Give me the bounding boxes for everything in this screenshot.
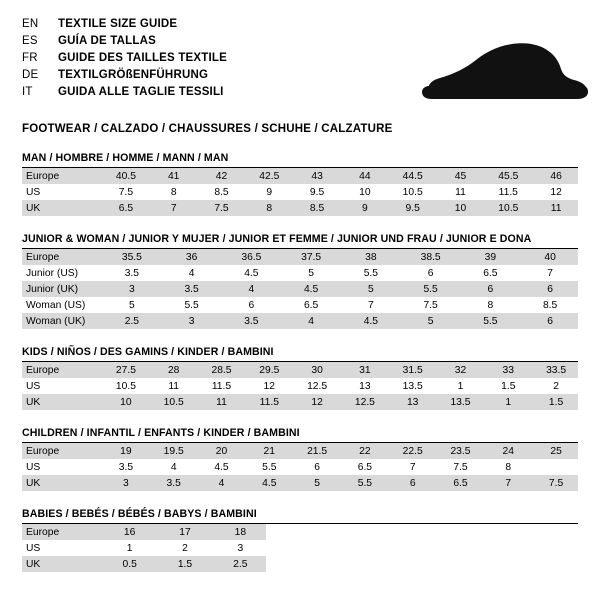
cell: 4.5 [243, 475, 291, 491]
cell: 10 [359, 186, 371, 198]
cell: 38.5 [399, 249, 459, 265]
table-row [22, 394, 578, 410]
cell: 4 [188, 267, 195, 279]
cell: 7.5 [423, 299, 438, 311]
cell: 3.5 [148, 475, 196, 491]
row-label: Junior (US) [26, 267, 79, 279]
cell: 19.5 [148, 443, 196, 459]
cell: 12.5 [307, 380, 328, 392]
cell: 20 [196, 443, 244, 459]
cell: 28 [148, 362, 196, 378]
cell: 7.5 [530, 475, 578, 491]
table-row [22, 200, 578, 216]
dress-shoe-icon [414, 40, 590, 106]
cell: 8 [487, 299, 494, 311]
cell: 10.5 [148, 394, 196, 410]
table-row [22, 281, 578, 297]
cell: 7 [409, 461, 416, 473]
cell: 41 [148, 168, 196, 184]
cell: 3 [237, 542, 244, 554]
cell: 4.5 [279, 281, 339, 297]
row-label: Junior (UK) [22, 281, 100, 297]
size-block-junior-woman [22, 233, 578, 329]
cell: 45 [435, 168, 483, 184]
cell: 10 [435, 200, 483, 216]
cell: 17 [155, 524, 210, 540]
cell: 1.5 [501, 380, 516, 392]
cell: 6 [518, 313, 578, 329]
cell: 12 [550, 186, 562, 198]
cell: 6 [518, 281, 578, 297]
cell: 7.5 [196, 200, 244, 216]
cell: 44 [339, 168, 387, 184]
cell: 1.5 [155, 556, 210, 572]
cell: 44.5 [387, 168, 435, 184]
size-table-children [22, 443, 578, 491]
cell: 10.5 [115, 380, 136, 392]
cell: 21.5 [291, 443, 339, 459]
block-title: JUNIOR & WOMAN / JUNIOR Y MUJER / JUNIOR ET FEMME / JUNIOR UND FRAU / JUNIOR E DONA [22, 233, 532, 245]
cell: 12 [291, 394, 339, 410]
cell: 4 [279, 313, 339, 329]
cell: 22.5 [387, 443, 435, 459]
language-row [22, 35, 227, 52]
cell-spacer [266, 556, 578, 572]
cell: 11.5 [211, 380, 232, 392]
cell: 45.5 [482, 168, 530, 184]
cell: 9 [266, 186, 273, 198]
cell: 3 [100, 475, 148, 491]
table-row [22, 297, 578, 313]
cell: 33 [482, 362, 530, 378]
cell: 6 [314, 461, 320, 473]
row-label: UK [22, 394, 100, 410]
language-title: GUÍA DE TALLAS [58, 35, 156, 47]
cell: 2.5 [100, 313, 160, 329]
page-header [22, 18, 578, 110]
cell: 11.5 [498, 186, 518, 198]
table-row [22, 249, 578, 265]
cell: 5 [399, 313, 459, 329]
row-label: US [26, 186, 41, 198]
size-table-junior-woman [22, 249, 578, 329]
cell: 21 [243, 443, 291, 459]
cell: 10.5 [482, 200, 530, 216]
table-row [22, 540, 578, 556]
cell: 8.5 [542, 299, 558, 311]
cell: 23.5 [435, 443, 483, 459]
cell: 3.5 [124, 267, 140, 279]
row-label: UK [22, 556, 100, 572]
cell: 4 [196, 475, 244, 491]
row-label: UK [22, 475, 100, 491]
table-row [22, 378, 578, 394]
cell: 38 [339, 249, 399, 265]
cell: 46 [530, 168, 578, 184]
cell: 13.5 [435, 394, 483, 410]
cell: 12 [263, 380, 276, 392]
language-row [22, 18, 227, 35]
cell: 18 [211, 524, 266, 540]
table-row [22, 475, 578, 491]
cell: 9 [339, 200, 387, 216]
cell: 5.5 [184, 299, 199, 311]
cell: 7.5 [453, 461, 468, 473]
cell: 30 [291, 362, 339, 378]
cell: 0.5 [100, 556, 155, 572]
cell: 6.5 [483, 267, 498, 279]
row-label: Woman (UK) [22, 313, 100, 329]
cell: 40.5 [100, 168, 148, 184]
language-code: DE [22, 69, 39, 81]
cell: 39 [459, 249, 519, 265]
cell: 5 [291, 475, 339, 491]
cell: 9.5 [309, 186, 325, 198]
cell: 36 [160, 249, 220, 265]
footwear-section-title: FOOTWEAR / CALZADO / CHAUSSURES / SCHUHE / CALZATURE [22, 123, 393, 135]
size-table-babies [22, 524, 578, 572]
cell: 11 [196, 394, 244, 410]
cell: 4.5 [339, 313, 399, 329]
cell: 13.5 [402, 380, 423, 392]
cell: 6.5 [100, 200, 148, 216]
cell: 3 [100, 281, 160, 297]
cell: 5 [129, 299, 135, 311]
cell: 13 [387, 394, 435, 410]
cell: 4 [220, 281, 280, 297]
cell: 5.5 [459, 313, 519, 329]
block-title: CHILDREN / INFANTIL / ENFANTS / KINDER / BAMBINI [22, 427, 300, 439]
language-code: IT [22, 86, 33, 98]
cell: 33.5 [530, 362, 578, 378]
cell-spacer [266, 540, 578, 556]
table-row [22, 184, 578, 200]
cell: 8.5 [214, 186, 229, 198]
cell: 9.5 [387, 200, 435, 216]
cell: 11 [530, 200, 578, 216]
cell: 7 [368, 299, 374, 311]
language-title: GUIDE DES TAILLES TEXTILE [58, 52, 227, 64]
cell: 11 [168, 380, 180, 392]
cell: 6 [427, 267, 434, 279]
row-label: Europe [22, 443, 100, 459]
table-row [22, 168, 578, 184]
table-row [22, 362, 578, 378]
cell: 22 [339, 443, 387, 459]
size-block-babies [22, 508, 578, 572]
cell: 7 [148, 200, 196, 216]
cell: 7.5 [118, 186, 134, 198]
cell [530, 459, 578, 475]
cell: 6 [248, 299, 255, 311]
cell: 3.5 [160, 281, 220, 297]
language-title: GUIDA ALLE TAGLIE TESSILI [58, 86, 224, 98]
cell: 1.5 [530, 394, 578, 410]
block-title: BABIES / BEBÉS / BÉBÉS / BABYS / BAMBINI [22, 508, 257, 520]
cell: 35.5 [100, 249, 160, 265]
cell: 8 [505, 461, 512, 473]
cell: 2 [553, 380, 559, 392]
cell: 5.5 [363, 267, 379, 279]
cell: 6 [459, 281, 519, 297]
table-row [22, 265, 578, 281]
cell: 8.5 [291, 200, 339, 216]
cell: 6.5 [357, 461, 373, 473]
cell: 5 [339, 281, 399, 297]
cell: 8 [243, 200, 291, 216]
language-row [22, 86, 227, 103]
language-row [22, 52, 227, 69]
cell: 7 [547, 267, 553, 279]
cell: 28.5 [196, 362, 244, 378]
table-row [22, 313, 578, 329]
cell: 4.5 [214, 461, 229, 473]
language-code: EN [22, 18, 39, 30]
cell: 1 [457, 380, 464, 392]
cell: 37.5 [279, 249, 339, 265]
size-block-children [22, 427, 578, 491]
table-row [22, 443, 578, 459]
cell: 3.5 [118, 461, 134, 473]
row-label: US [26, 380, 41, 392]
cell: 5 [308, 267, 314, 279]
cell: 42.5 [243, 168, 291, 184]
block-title: KIDS / NIÑOS / DES GAMINS / KINDER / BAMBINI [22, 346, 274, 358]
cell: 31 [339, 362, 387, 378]
cell: 5.5 [399, 281, 459, 297]
cell: 3.5 [220, 313, 280, 329]
language-code: ES [22, 35, 38, 47]
cell-spacer [266, 524, 578, 540]
table-row [22, 459, 578, 475]
row-label: Europe [22, 524, 100, 540]
row-label: US [26, 542, 41, 554]
cell: 40 [518, 249, 578, 265]
cell: 12.5 [339, 394, 387, 410]
language-title-list [22, 18, 227, 103]
row-label: Europe [22, 168, 100, 184]
cell: 36.5 [220, 249, 280, 265]
cell: 32 [435, 362, 483, 378]
cell: 11.5 [243, 394, 291, 410]
row-label: UK [22, 200, 100, 216]
cell: 10.5 [402, 186, 423, 198]
cell: 5.5 [262, 461, 277, 473]
size-table-man [22, 168, 578, 216]
language-row [22, 69, 227, 86]
cell: 19 [100, 443, 148, 459]
cell: 6 [387, 475, 435, 491]
cell: 2.5 [211, 556, 266, 572]
cell: 25 [530, 443, 578, 459]
language-title: TEXTILGRÖßENFÜHRUNG [58, 69, 209, 81]
row-label: Europe [22, 249, 100, 265]
cell: 7 [482, 475, 530, 491]
cell: 13 [359, 380, 371, 392]
cell: 42 [196, 168, 244, 184]
block-title: MAN / HOMBRE / HOMME / MANN / MAN [22, 152, 229, 164]
row-label: US [26, 461, 41, 473]
cell: 8 [170, 186, 177, 198]
language-title: TEXTILE SIZE GUIDE [58, 18, 178, 30]
cell: 4.5 [244, 267, 259, 279]
cell: 16 [100, 524, 155, 540]
cell: 31.5 [387, 362, 435, 378]
language-code: FR [22, 52, 38, 64]
cell: 5.5 [339, 475, 387, 491]
cell: 6.5 [303, 299, 319, 311]
cell: 29.5 [243, 362, 291, 378]
table-row [22, 524, 578, 540]
cell: 6.5 [435, 475, 483, 491]
row-label: Woman (US) [26, 299, 86, 311]
size-table-kids [22, 362, 578, 410]
row-label: Europe [22, 362, 100, 378]
size-block-man [22, 152, 578, 216]
cell: 1 [482, 394, 530, 410]
cell: 1 [126, 542, 133, 554]
cell: 11 [455, 186, 466, 198]
cell: 27.5 [100, 362, 148, 378]
size-block-kids [22, 346, 578, 410]
table-row [22, 556, 578, 572]
cell: 2 [182, 542, 188, 554]
cell: 4 [170, 461, 177, 473]
cell: 43 [291, 168, 339, 184]
cell: 3 [160, 313, 220, 329]
cell: 10 [100, 394, 148, 410]
cell: 24 [482, 443, 530, 459]
